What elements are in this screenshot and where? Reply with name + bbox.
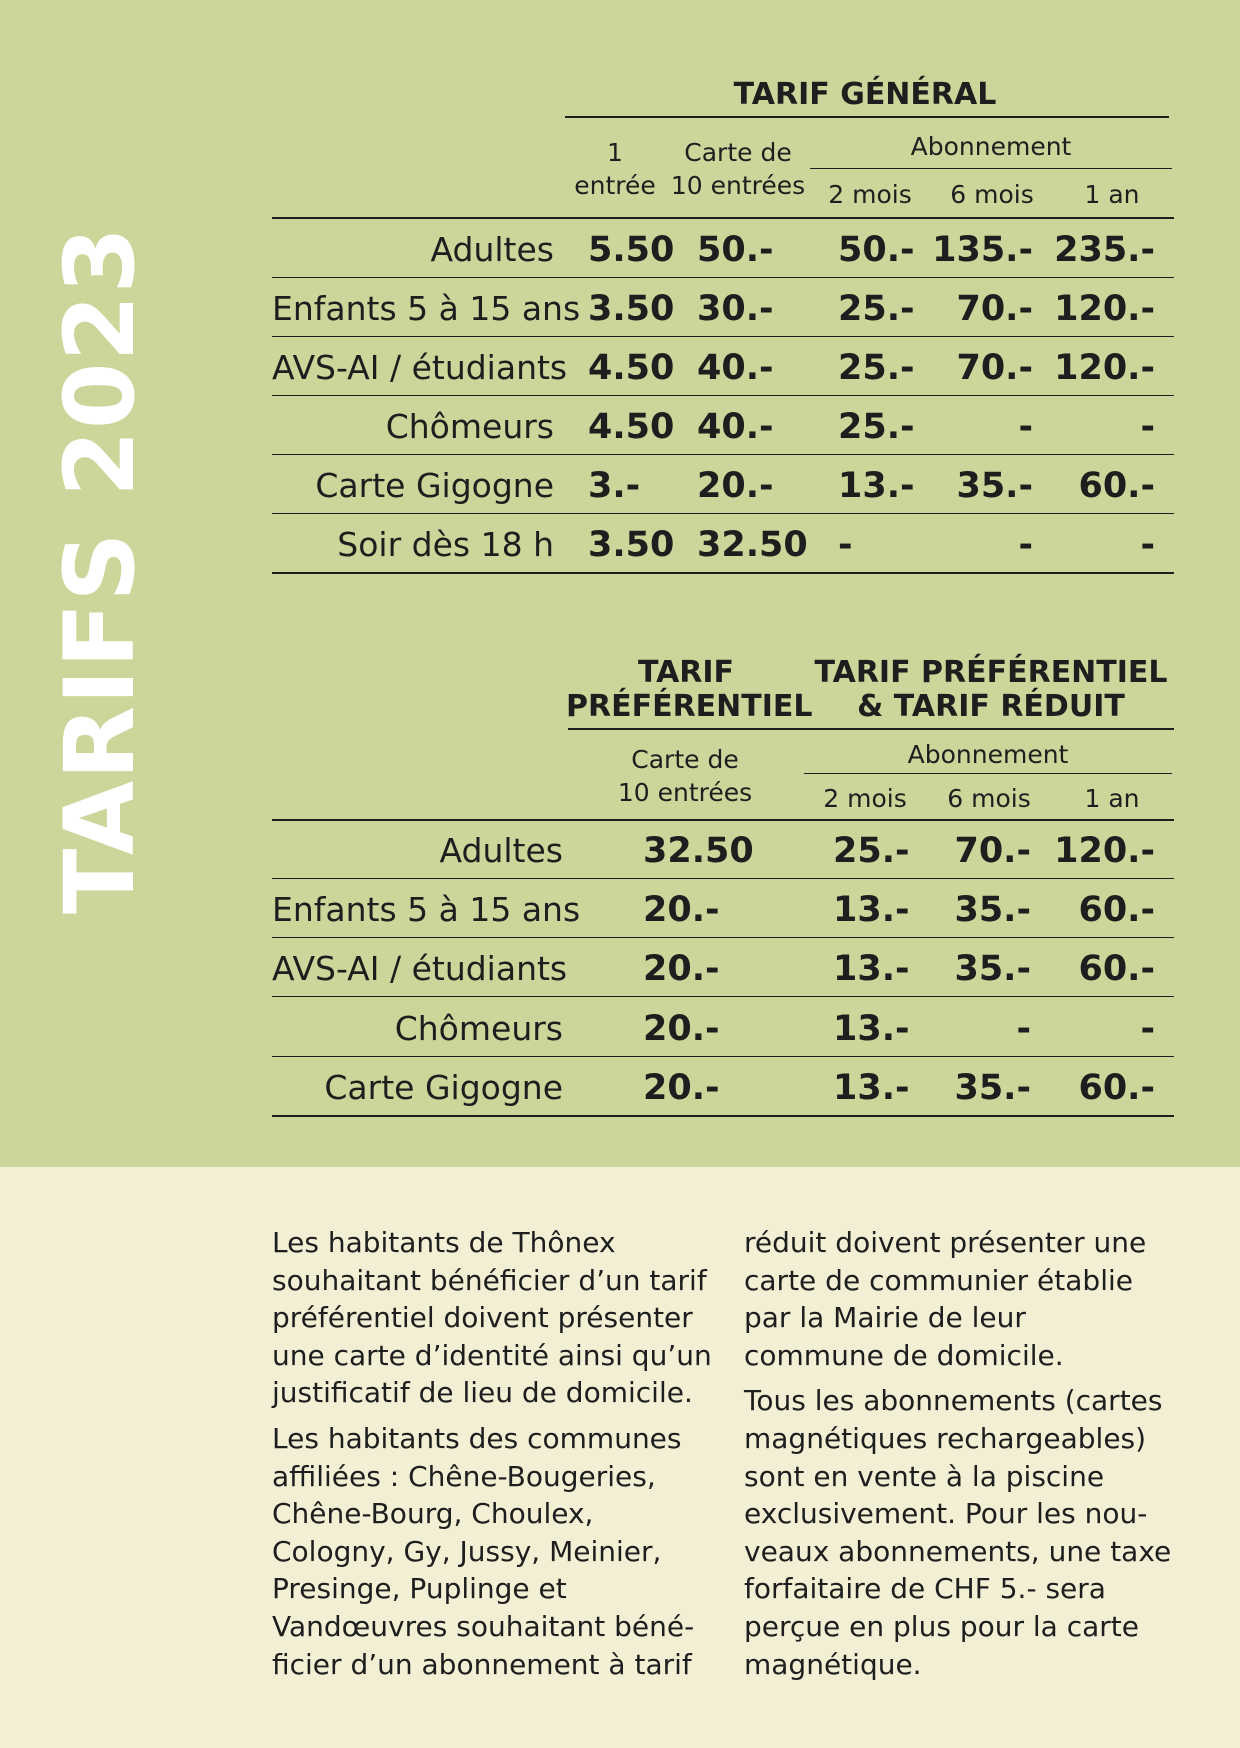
row-label: Enfants 5 à 15 ans bbox=[272, 289, 581, 328]
row-label: Carte Gigogne bbox=[324, 1068, 563, 1107]
price-cell: - bbox=[1018, 407, 1033, 447]
table1-abonnement-rule bbox=[810, 168, 1172, 169]
notes-right-column bbox=[744, 1224, 1174, 1691]
price-cell: 4.50 bbox=[588, 407, 675, 447]
table2-top-rule bbox=[272, 819, 1174, 821]
notes-left-column bbox=[272, 1224, 722, 1691]
page-title: TARIFS 2023 bbox=[44, 225, 156, 915]
price-cell: 3.- bbox=[588, 466, 641, 506]
table1-col-1an: 1 an bbox=[1084, 180, 1140, 209]
table2-abonnement: Abonnement bbox=[907, 740, 1069, 769]
table2-col-carte: Carte de 10 entrées bbox=[617, 745, 753, 807]
table2-header-right: TARIF PRÉFÉRENTIEL & TARIF RÉDUIT bbox=[814, 655, 1168, 724]
price-cell: 25.- bbox=[838, 407, 915, 447]
row-label: Carte Gigogne bbox=[315, 466, 554, 505]
price-cell: 5.50 bbox=[588, 230, 675, 270]
row-divider bbox=[272, 996, 1174, 997]
row-divider bbox=[272, 277, 1174, 278]
price-cell: 20.- bbox=[697, 466, 774, 506]
row-divider bbox=[272, 878, 1174, 879]
note-communes: Les habitants des communes affiliées : Chêne-Bougeries, Chêne-Bourg, Choulex, Cologny, Gy, Jussy, Meinier, Presinge, Puplinge et Vandœuvres souhaitant béné-ficier d’un abonnement à tarif bbox=[272, 1421, 695, 1681]
row-label: Enfants 5 à 15 ans bbox=[272, 890, 581, 929]
row-label: Chômeurs bbox=[394, 1009, 563, 1048]
price-cell: 13.- bbox=[833, 1068, 910, 1108]
price-cell: 32.50 bbox=[697, 525, 808, 565]
price-cell: 13.- bbox=[838, 466, 915, 506]
note-mairie: réduit doivent présenter une carte de communier établie par la Mairie de leur commune de domicile. bbox=[744, 1226, 1147, 1372]
price-cell: 120.- bbox=[1054, 289, 1155, 329]
price-cell: 3.50 bbox=[588, 289, 675, 329]
price-cell: 70.- bbox=[956, 289, 1033, 329]
price-cell: 135.- bbox=[932, 230, 1033, 270]
price-cell: 60.- bbox=[1078, 949, 1155, 989]
price-cell: 20.- bbox=[643, 1068, 720, 1108]
price-cell: 70.- bbox=[956, 348, 1033, 388]
price-cell: 3.50 bbox=[588, 525, 675, 565]
row-divider bbox=[272, 513, 1174, 514]
price-cell: 70.- bbox=[954, 831, 1031, 871]
price-cell: 40.- bbox=[697, 348, 774, 388]
price-cell: 60.- bbox=[1078, 1068, 1155, 1108]
price-cell: - bbox=[1140, 525, 1155, 565]
price-cell: - bbox=[1140, 1009, 1155, 1049]
row-label: AVS-AI / étudiants bbox=[272, 348, 568, 387]
table1-col-carte: Carte de 10 entrées bbox=[670, 138, 806, 200]
price-cell: 25.- bbox=[833, 831, 910, 871]
price-cell: 40.- bbox=[697, 407, 774, 447]
table1-col-1entree: 1 entrée bbox=[574, 138, 656, 200]
price-cell: 50.- bbox=[697, 230, 774, 270]
price-cell: 20.- bbox=[643, 890, 720, 930]
table1-header-rule bbox=[565, 116, 1169, 118]
row-divider bbox=[272, 937, 1174, 938]
row-divider bbox=[272, 1115, 1174, 1117]
price-cell: - bbox=[1140, 407, 1155, 447]
page-title-vertical bbox=[0, 225, 200, 915]
table1-header: TARIF GÉNÉRAL bbox=[733, 77, 997, 112]
price-cell: 13.- bbox=[833, 949, 910, 989]
row-divider bbox=[272, 1056, 1174, 1057]
price-cell: 32.50 bbox=[643, 831, 754, 871]
row-label: Adultes bbox=[439, 831, 563, 870]
price-cell: 35.- bbox=[956, 466, 1033, 506]
price-cell: 60.- bbox=[1078, 466, 1155, 506]
row-label: AVS-AI / étudiants bbox=[272, 949, 568, 988]
row-divider bbox=[272, 395, 1174, 396]
price-cell: 25.- bbox=[838, 289, 915, 329]
table2-col-2mois: 2 mois bbox=[823, 784, 907, 813]
price-cell: 25.- bbox=[838, 348, 915, 388]
table1-col-6mois: 6 mois bbox=[950, 180, 1034, 209]
price-cell: 60.- bbox=[1078, 890, 1155, 930]
row-label: Chômeurs bbox=[385, 407, 554, 446]
price-cell: 50.- bbox=[838, 230, 915, 270]
note-thonex: Les habitants de Thônex souhaitant bénéficier d’un tarif préférentiel doivent présenter une carte d’identité ainsi qu’un justificatif de lieu de domicile. bbox=[272, 1226, 712, 1410]
table2-header-left: TARIF PRÉFÉRENTIEL bbox=[566, 655, 813, 724]
table1-abonnement: Abonnement bbox=[910, 132, 1072, 161]
price-cell: 35.- bbox=[954, 1068, 1031, 1108]
price-cell: - bbox=[1016, 1009, 1031, 1049]
price-cell: 13.- bbox=[833, 890, 910, 930]
table2-abonnement-rule bbox=[804, 773, 1172, 774]
price-cell: 4.50 bbox=[588, 348, 675, 388]
price-cell: - bbox=[1018, 525, 1033, 565]
price-cell: 35.- bbox=[954, 890, 1031, 930]
price-cell: - bbox=[838, 525, 853, 565]
price-cell: 120.- bbox=[1054, 348, 1155, 388]
row-divider bbox=[272, 572, 1174, 574]
price-cell: 20.- bbox=[643, 1009, 720, 1049]
price-cell: 35.- bbox=[954, 949, 1031, 989]
price-cell: 120.- bbox=[1054, 831, 1155, 871]
table2-col-6mois: 6 mois bbox=[947, 784, 1031, 813]
price-cell: 20.- bbox=[643, 949, 720, 989]
table2-col-1an: 1 an bbox=[1084, 784, 1140, 813]
row-divider bbox=[272, 336, 1174, 337]
table1-col-2mois: 2 mois bbox=[828, 180, 912, 209]
price-cell: 30.- bbox=[697, 289, 774, 329]
table2-header-rule bbox=[568, 728, 1174, 730]
price-cell: 235.- bbox=[1054, 230, 1155, 270]
price-cell: 13.- bbox=[833, 1009, 910, 1049]
table1-top-rule bbox=[272, 217, 1174, 219]
note-abonnements: Tous les abonnements (cartes magnétiques rechargeables) sont en vente à la piscine exclusivement. Pour les nou-veaux abonnements, une taxe forfaitaire de CHF 5.- sera perçue en plus pour la carte magnétique. bbox=[744, 1384, 1172, 1681]
row-divider bbox=[272, 454, 1174, 455]
row-label: Adultes bbox=[430, 230, 554, 269]
row-label: Soir dès 18 h bbox=[337, 525, 554, 564]
